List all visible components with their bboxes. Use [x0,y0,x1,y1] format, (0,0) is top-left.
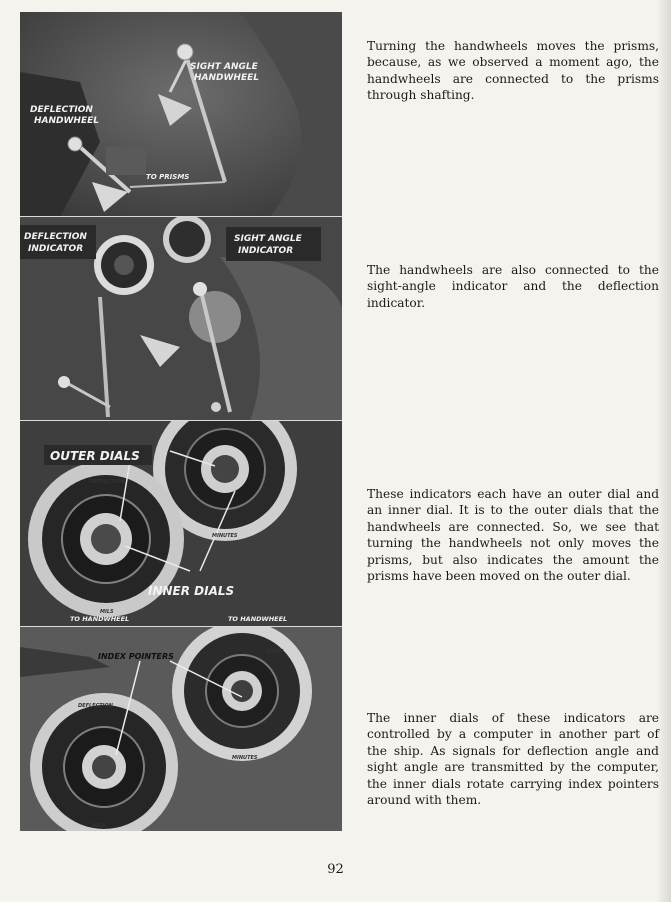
paragraph-1: Turning the handwheels moves the prisms, because, as we observed a moment ago, the handwheels are connected to the prisms through shafting. [367,39,659,103]
label-sight-angle-indicator-1: SIGHT ANGLE [234,234,302,244]
photo-column [20,12,342,831]
paragraph-2: The handwheels are also connected to the sight-angle indicator and the deflection indicator. [367,263,659,310]
page-edge-shadow [657,0,671,902]
label-to-handwheel-left: TO HANDWHEEL [70,615,130,623]
photo-indicators [20,217,342,421]
photo-outer-inner-dials [20,421,342,627]
label-inner-dials: INNER DIALS [148,584,235,598]
label-index-pointers: INDEX POINTERS [98,652,174,661]
photo-handwheels [20,12,342,217]
label-sight-angle-handwheel-2: HANDWHEEL [194,73,259,83]
label-sight-angle-indicator-2: INDICATOR [238,246,294,256]
label-dial-minutes: MINUTES [212,533,238,539]
label-dial-deflection: DEFLECTION [90,479,125,485]
label-to-handwheel-right: TO HANDWHEEL [228,615,288,623]
label-sight-angle-handwheel-1: SIGHT ANGLE [190,62,258,72]
label-deflection-indicator-2: INDICATOR [28,244,84,254]
label-deflection-indicator-1: DEFLECTION [24,232,87,242]
paragraph-3: These indicators each have an outer dial and an inner dial. It is to the outer dials that the handwheels are connected. So, we see that turning the handwheels not only moves the prisms, but also indicates the amount the prisms have been moved on the outer dial. [367,487,659,584]
page-number: 92 [327,862,344,877]
label-dial-minutes: MINUTES [232,755,258,761]
label-dial-sight: SIGHT [266,649,284,655]
label-deflection-handwheel-2: HANDWHEEL [34,116,99,126]
label-dial-deflection: DEFLECTION [78,703,113,709]
label-to-prisms: TO PRISMS [146,173,190,181]
photo-index-pointers [20,627,342,831]
label-outer-dials: OUTER DIALS [50,449,140,463]
label-deflection-handwheel-1: DEFLECTION [30,105,93,115]
label-dial-mils: MILS [92,823,106,829]
paragraph-4: The inner dials of these indicators are controlled by a computer in another part of the ship. As signals for deflection angle and sight angle are transmitted by the computer, the inner dials rotate carrying index pointers around with them. [367,711,659,808]
label-dial-mils: MILS [100,609,114,615]
